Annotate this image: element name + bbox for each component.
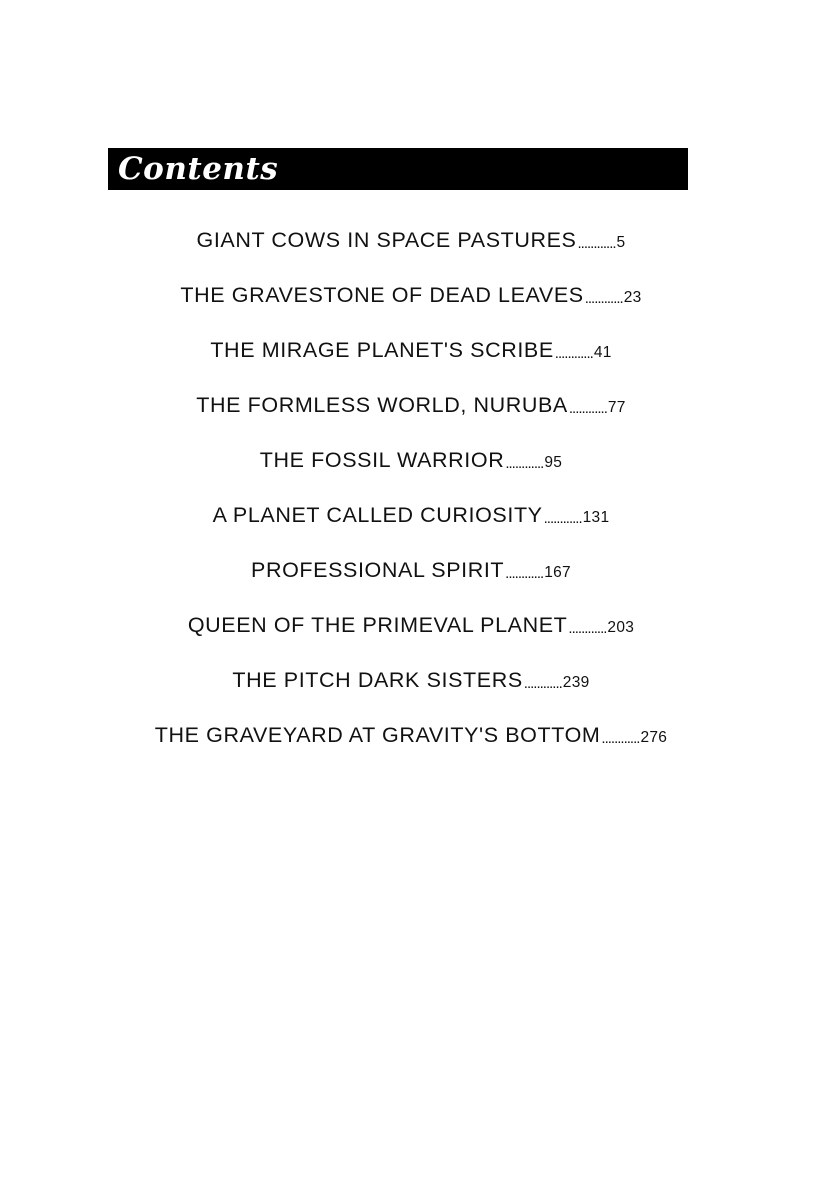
list-item[interactable] xyxy=(0,668,822,723)
toc-leader-dots: ............ xyxy=(568,400,607,417)
list-item[interactable] xyxy=(0,558,822,613)
list-item[interactable] xyxy=(0,448,822,503)
toc-entry-page: 5 xyxy=(616,234,626,251)
toc-entry-page: 41 xyxy=(593,344,612,361)
list-item[interactable] xyxy=(0,283,822,338)
list-item[interactable] xyxy=(0,338,822,393)
toc-leader-dots: ............ xyxy=(505,455,544,472)
toc-leader-dots: ............ xyxy=(505,565,544,582)
toc-entry-page: 23 xyxy=(623,289,642,306)
list-item[interactable] xyxy=(0,503,822,558)
toc-entry-title: THE GRAVESTONE OF DEAD LEAVES xyxy=(180,283,584,307)
table-of-contents-list xyxy=(0,228,822,778)
toc-leader-dots: ............ xyxy=(523,675,562,692)
list-item[interactable] xyxy=(0,723,822,778)
toc-leader-dots: ............ xyxy=(577,235,616,252)
toc-entry-page: 203 xyxy=(607,619,635,636)
toc-entry-page: 77 xyxy=(607,399,626,416)
toc-leader-dots: ............ xyxy=(584,290,623,307)
toc-leader-dots: ............ xyxy=(601,730,640,747)
toc-entry-page: 95 xyxy=(544,454,563,471)
toc-entry-title: THE PITCH DARK SISTERS xyxy=(232,668,523,692)
toc-entry-title: THE FOSSIL WARRIOR xyxy=(259,448,505,472)
toc-entry-title: QUEEN OF THE PRIMEVAL PLANET xyxy=(187,613,568,637)
toc-entry-page: 131 xyxy=(582,509,610,526)
toc-entry-title: THE MIRAGE PLANET'S SCRIBE xyxy=(210,338,554,362)
list-item[interactable] xyxy=(0,393,822,448)
list-item[interactable] xyxy=(0,613,822,668)
toc-leader-dots: ............ xyxy=(543,510,582,527)
toc-entry-title: THE FORMLESS WORLD, NURUBA xyxy=(196,393,568,417)
toc-entry-page: 167 xyxy=(544,564,571,581)
toc-leader-dots: ............ xyxy=(568,620,607,637)
toc-entry-title: THE GRAVEYARD AT GRAVITY'S BOTTOM xyxy=(154,723,601,747)
toc-leader-dots: ............ xyxy=(554,345,593,362)
toc-entry-title: A PLANET CALLED CURIOSITY xyxy=(212,503,543,527)
toc-entry-page: 276 xyxy=(640,729,668,746)
toc-entry-title: PROFESSIONAL SPIRIT xyxy=(251,558,505,582)
list-item[interactable] xyxy=(0,228,822,283)
page-title: Contents xyxy=(118,151,279,187)
toc-entry-title: GIANT COWS IN SPACE PASTURES xyxy=(196,228,577,252)
toc-entry-page: 239 xyxy=(562,674,590,691)
